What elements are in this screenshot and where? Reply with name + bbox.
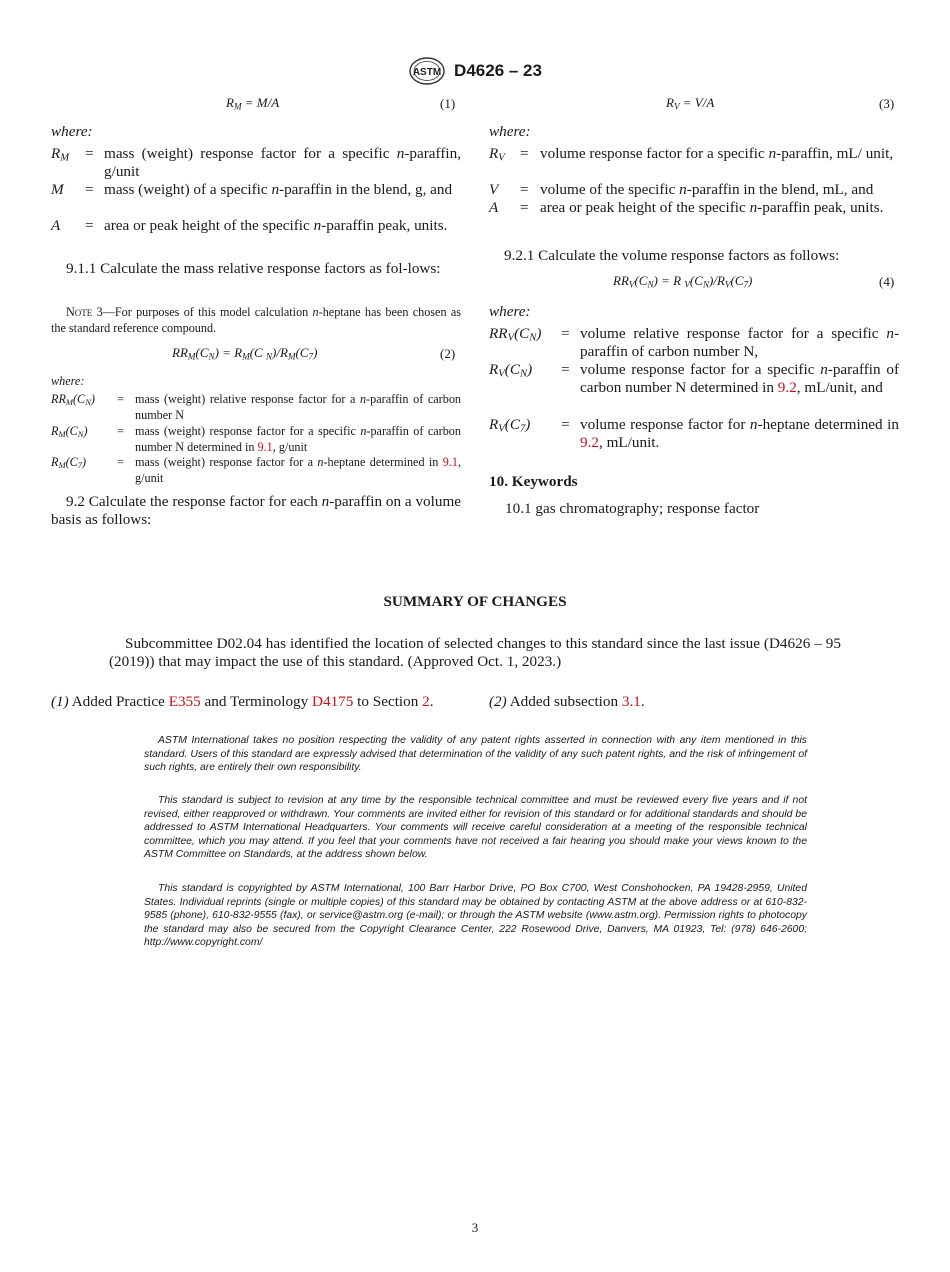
astm-logo-icon (408, 56, 446, 86)
paragraph-9-2-1: 9.2.1 Calculate the volume response factors as follows: (504, 247, 840, 264)
change-item-2: (2) Added subsection 3.1. (489, 693, 645, 710)
legal-revision: This standard is subject to revision at any time by the responsible technical committee and must be reviewed every five years and if not revised, either reapproved or withdrawn. Your comments are invited either for revision of this standard or for additional standards and should be addressed to ASTM International Headquarters. Your comments will receive careful consideration at a meeting of the responsible technical committee, which you may attend. If you feel that your comments have not received a fair hearing you should make your views known to the ASTM Committee on Standards, at the address shown below. (144, 795, 807, 861)
equation-2: $RR_M(C_N) = R_M(C$ $_N)/R_M(C_7)$ (172, 345, 318, 362)
legal-patent: ASTM International takes no position respecting the validity of any patent rights asserted in connection with any item mentioned in this standard. Users of this standard are expressly advised that determination of the validity of any such patent rights, and the risk of infringement of such rights, are entirely their own responsibility. (144, 735, 807, 774)
paragraph-9-2: 9.2 Calculate the response factor for each n-paraffin on a volume basis as follows: (51, 493, 461, 528)
page-number: 3 (471, 1220, 479, 1235)
link-9-2[interactable]: 9.2 (777, 379, 797, 396)
equation-2-number: (2) (440, 346, 456, 361)
paragraph-9-1-1: 9.1.1 Calculate the mass relative response factors as fol-lows: (66, 260, 441, 277)
link-d4175[interactable]: D4175 (312, 693, 354, 710)
section-10-title: 10. Keywords (489, 473, 578, 490)
where-label-3: where: (489, 123, 531, 140)
standard-designation: D4626 – 23 (454, 61, 542, 80)
paragraph-10-1: 10.1 gas chromatography; response factor (505, 500, 760, 517)
note-3: Note 3—For purposes of this model calculation n-heptane has been chosen as the standard reference compound. (51, 305, 461, 335)
equation-3-number: (3) (879, 96, 895, 111)
equation-4-number: (4) (879, 274, 895, 289)
link-3-1[interactable]: 3.1 (621, 693, 641, 710)
where-label: where: (51, 123, 93, 140)
equation-3: $R_V = V/A$ (666, 95, 715, 112)
where-label-2: where: (51, 374, 85, 388)
link-e355[interactable]: E355 (168, 693, 201, 710)
equation-1: $R_M = M/A$ (226, 95, 280, 112)
page-header (0, 56, 950, 86)
link-9-2-b[interactable]: 9.2 (580, 434, 599, 451)
change-item-1: (1) Added Practice E355 and Terminology D4175 to Section 2. (51, 693, 434, 710)
equation-4: $RR_V(C_N) = R$ $_V(C_N)/R_V(C_7)$ (613, 273, 753, 290)
link-section-2[interactable]: 2 (422, 693, 430, 710)
link-9-1-b[interactable]: 9.1 (442, 455, 458, 469)
legal-copyright: This standard is copyrighted by ASTM International, 100 Barr Harbor Drive, PO Box C700, West Conshohocken, PA 19428-2959, United States. Individual reprints (single or multiple copies) of this standard may be obtained by contacting ASTM at the above address or at 610-832-9585 (phone), 610-832-9555 (fax), or service@astm.org (e-mail); or through the ASTM website (www.astm.org). Permission rights to photocopy the standard may also be secured from the Copyright Clearance Center, 222 Rosewood Drive, Danvers, MA 01923, Tel: (978) 646-2600; http://www.copyright.com/ (144, 883, 807, 949)
logo-text: ASTM (412, 67, 442, 78)
summary-title: SUMMARY OF CHANGES (383, 593, 567, 610)
link-9-1[interactable]: 9.1 (257, 439, 273, 454)
summary-intro: Subcommittee D02.04 has identified the location of selected changes to this standard since the last issue (D4626 – 95 (2019)) that may impact the use of this standard. (Approved Oct. 1, 2023.) (109, 635, 841, 670)
where-label-4: where: (489, 303, 531, 320)
equation-1-number: (1) (440, 96, 456, 111)
